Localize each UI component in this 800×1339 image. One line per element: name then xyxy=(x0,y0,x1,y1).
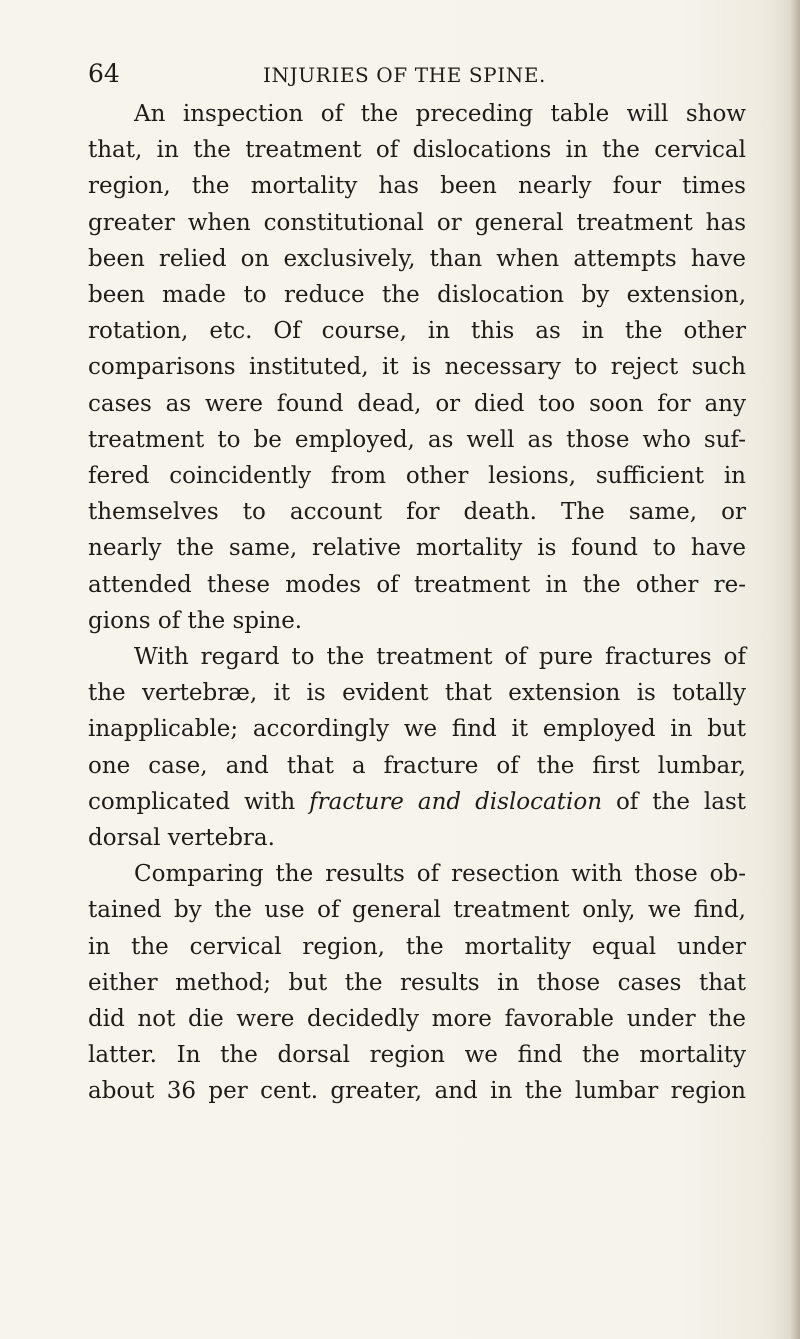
text-line: rotation, etc. Of course, in this as in the other xyxy=(88,318,746,345)
text-line: one case, and that a fracture of the first lumbar, xyxy=(88,752,746,779)
text-fragment: complicated with xyxy=(88,788,310,815)
paragraph-2 xyxy=(88,639,746,856)
paragraph-1 xyxy=(88,96,746,639)
text-line: nearly the same, relative mortality is found to have xyxy=(88,535,746,562)
text-line: tained by the use of general treatment only, we find, xyxy=(88,897,746,924)
text-line: themselves to account for death. The same, or xyxy=(88,499,746,526)
text-line: fered coincidently from other lesions, sufficient in xyxy=(88,463,746,490)
text-line: latter. In the dorsal region we find the mortality xyxy=(88,1042,746,1069)
text-line: comparisons instituted, it is necessary to reject such xyxy=(88,354,746,381)
text-line: treatment to be employed, as well as those who suf- xyxy=(88,426,746,453)
text-line: been made to reduce the dislocation by extension, xyxy=(88,282,746,309)
text-line: did not die were decidedly more favorable under the xyxy=(88,1006,746,1033)
text-line: Comparing the results of resection with those ob- xyxy=(134,861,746,888)
page-edge-shadow xyxy=(790,0,800,1339)
text-line: With regard to the treatment of pure fractures of xyxy=(134,644,746,671)
text-line: attended these modes of treatment in the other re- xyxy=(88,571,746,598)
text-line: inapplicable; accordingly we find it employed in but xyxy=(88,716,746,743)
text-line-with-italic xyxy=(88,784,746,820)
text-line: dorsal vertebra. xyxy=(88,825,275,852)
italic-phrase: fracture and dislocation xyxy=(309,788,603,815)
text-fragment: of the last xyxy=(602,788,747,815)
text-line: either method; but the results in those cases that xyxy=(88,969,746,996)
text-line: that, in the treatment of dislocations in the cervical xyxy=(88,137,746,164)
page-header xyxy=(88,57,728,93)
text-line: greater when constitutional or general treatment has xyxy=(88,209,746,236)
text-line: An inspection of the preceding table will show xyxy=(134,101,746,127)
text-line: been relied on exclusively, than when attempts have xyxy=(88,245,746,272)
body-text xyxy=(88,96,746,1110)
text-line: cases as were found dead, or died too soon for any xyxy=(88,390,746,417)
text-line: about 36 per cent. greater, and in the lumbar region xyxy=(88,1078,746,1105)
text-line: region, the mortality has been nearly four times xyxy=(88,173,746,200)
paragraph-3 xyxy=(88,856,746,1109)
text-line: gions of the spine. xyxy=(88,607,303,634)
text-line: in the cervical region, the mortality equal under xyxy=(88,933,746,960)
page-number: 64 xyxy=(88,59,120,88)
running-title: INJURIES OF THE SPINE. xyxy=(263,63,546,87)
text-line: the vertebræ, it is evident that extension is totally xyxy=(88,680,746,707)
